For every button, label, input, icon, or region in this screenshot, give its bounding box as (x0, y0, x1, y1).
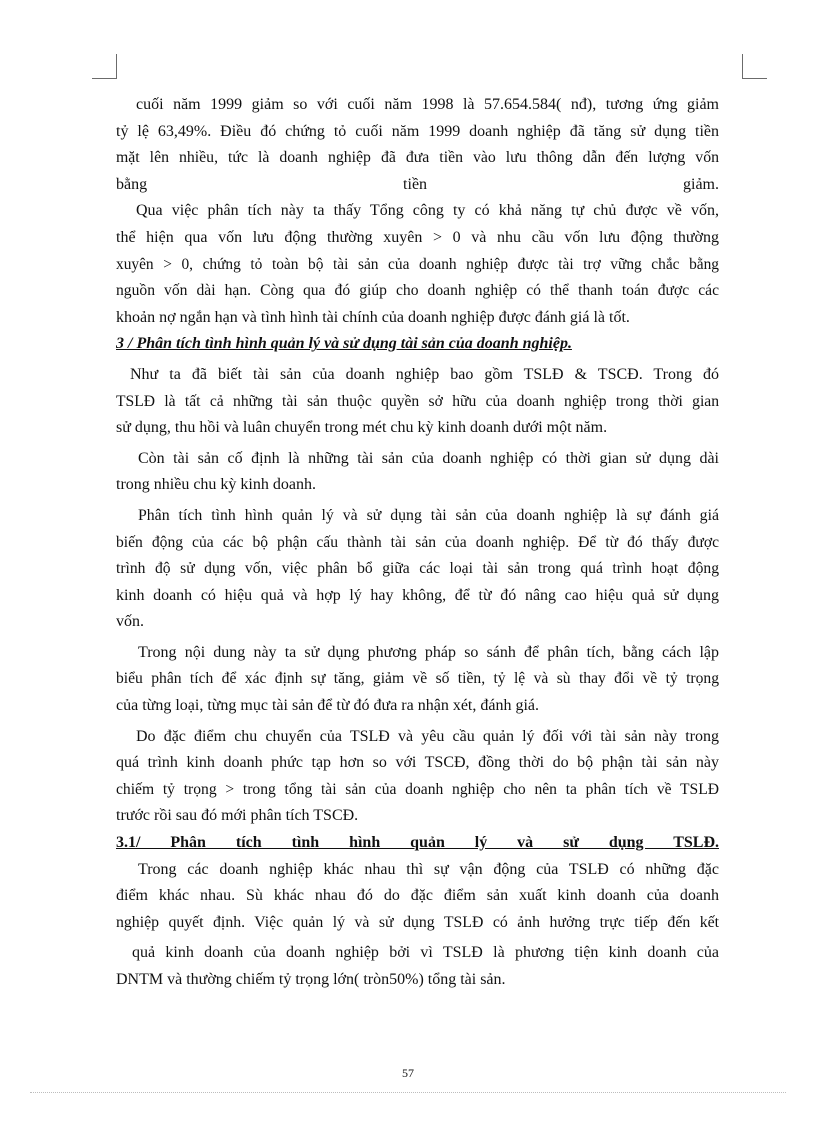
text-line: trong nhiều chu kỳ kinh doanh. (116, 476, 316, 494)
text-line: nguồn vốn dài hạn. Còng qua đó giúp cho doanh nghiệp có thể thanh toán được các (116, 282, 719, 300)
text-line: điểm khác nhau. Sù khác nhau đó do đặc điểm sản xuất kinh doanh của doanh (116, 887, 719, 905)
text-line: trước rồi sau đó mới phân tích TSCĐ. (116, 807, 359, 825)
crop-mark-top-right (742, 54, 767, 79)
paragraph-business-results (116, 940, 719, 993)
text-line: mặt lên nhiều, tức là doanh nghiệp đã đưa tiền vào lưu thông dẫn đến lượng vốn (116, 149, 719, 167)
crop-mark-top-left (92, 54, 117, 79)
paragraph-cash-decrease (116, 92, 719, 198)
paragraph-capital-autonomy (116, 198, 719, 331)
text-line: quả kinh doanh của doanh nghiệp bởi vì TSLĐ là phương tiện kinh doanh của (132, 944, 719, 962)
text-line: thể hiện qua vốn lưu động thường xuyên > 0 và nhu cầu vốn lưu động thường (116, 228, 719, 246)
section-heading-3: 3 / Phân tích tình hình quản lý và sử dụng tài sản của doanh nghiệp. (116, 335, 572, 353)
text-line: xuyên > 0, chứng tỏ toàn bộ tài sản của doanh nghiệp được tài trợ vững chắc bằng (116, 255, 719, 273)
text-line: cuối năm 1999 giảm so với cuối năm 1998 là 57.654.584( nđ), tương ứng giảm (136, 96, 719, 113)
text-line: quá trình kinh doanh phức tạp hơn so với TSCĐ, đồng thời do bộ phận tài sản này (116, 754, 719, 772)
text-line: trình độ sử dụng vốn, việc phân bổ giữa các loại tài sản trong quá trình hoạt động (116, 560, 719, 578)
text-line: sử dụng, thu hồi và luân chuyển trong mét chu kỳ kinh doanh dưới một năm. (116, 419, 608, 437)
text-line: Như ta đã biết tài sản của doanh nghiệp bao gồm TSLĐ & TSCĐ. Trong đó (130, 365, 719, 383)
text-line: Trong các doanh nghiệp khác nhau thì sự vận động của TSLĐ có những đặc (138, 860, 719, 878)
section-heading-3-1: 3.1/ Phân tích tình hình quản lý và sử dụng TSLĐ. (116, 834, 719, 852)
text-line: nghiệp quyết định. Việc quản lý và sử dụng TSLĐ có ảnh hưởng trực tiếp đến kết (116, 913, 719, 931)
text-line: Qua việc phân tích này ta thấy Tổng công ty có khả năng tự chủ được về vốn, (136, 202, 719, 220)
text-line: Phân tích tình hình quản lý và sử dụng tài sản của doanh nghiệp là sự đánh giá (138, 506, 719, 524)
paragraph-current-assets-priority (116, 724, 719, 830)
text-line: kinh doanh có hiệu quả và hợp lý hay không, để từ đó nâng cao hiệu quả sử dụng (116, 586, 719, 604)
paragraph-current-assets-movement (116, 857, 719, 937)
page-number: 57 (402, 1066, 414, 1080)
text-line: vốn. (116, 613, 144, 631)
paragraph-asset-definition (116, 362, 719, 442)
text-line: Trong nội dung này ta sử dụng phương pháp so sánh để phân tích, bằng cách lập (138, 643, 719, 661)
text-line: TSLĐ là tất cả những tài sản thuộc quyền sở hữu của doanh nghiệp trong thời gian (116, 392, 719, 410)
text-line: DNTM và thường chiếm tỷ trọng lớn( tròn50%) tổng tài sản. (116, 971, 506, 988)
text-line: Do đặc điểm chu chuyển của TSLĐ và yêu cầu quản lý đối với tài sản này trong (136, 727, 719, 745)
paragraph-fixed-assets (116, 446, 719, 499)
paragraph-comparison-method (116, 640, 719, 720)
text-line: biểu phân tích để xác định sự tăng, giảm về số tiền, tỷ lệ và sù thay đổi về tỷ trọng (116, 670, 719, 688)
text-line: tỷ lệ 63,49%. Điều đó chứng tỏ cuối năm 1999 doanh nghiệp đã tăng sử dụng tiền (116, 122, 719, 140)
bottom-divider (30, 1092, 786, 1093)
text-line: chiếm tỷ trọng > trong tổng tài sản của doanh nghiệp cho nên ta phân tích về TSLĐ (116, 780, 719, 798)
text-line: bằng tiền giảm. (116, 175, 719, 193)
paragraph-analysis-purpose (116, 503, 719, 636)
text-line: của từng loại, từng mục tài sản để từ đó đưa ra nhận xét, đánh giá. (116, 697, 540, 715)
text-line: Còn tài sản cố định là những tài sản của doanh nghiệp có thời gian sử dụng dài (138, 449, 719, 467)
text-line: biến động của các bộ phận cấu thành tài sản của doanh nghiệp. Để từ đó thấy được (116, 533, 719, 551)
text-line: khoản nợ ngắn hạn và tình hình tài chính của doanh nghiệp được đánh giá là tốt. (116, 308, 630, 326)
body-text (116, 92, 719, 994)
